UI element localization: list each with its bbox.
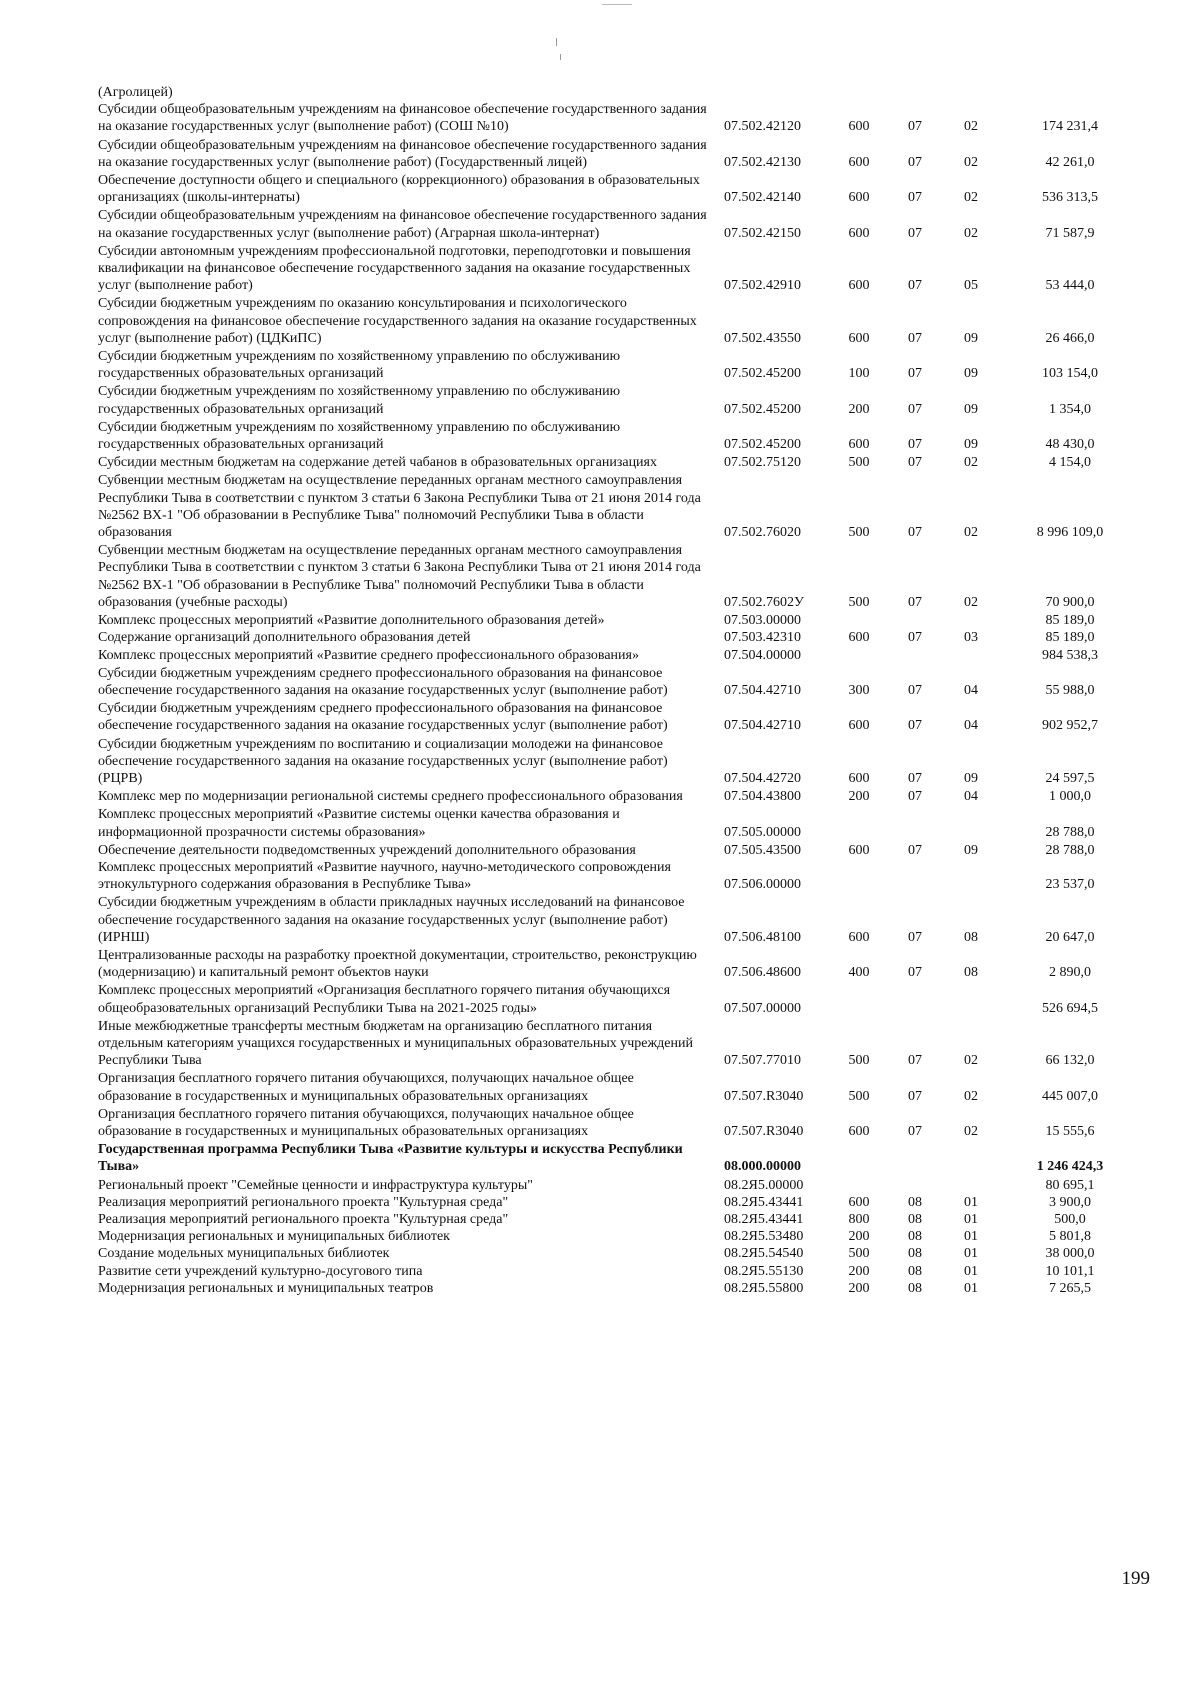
- row-pr: 02: [964, 225, 978, 241]
- row-vr: 600: [848, 630, 870, 646]
- row-code: 07.502.42120: [724, 119, 801, 135]
- row-code: 07.507.77010: [724, 1053, 801, 1069]
- row-vr: 300: [848, 682, 870, 698]
- row-pr: 08: [964, 929, 978, 945]
- row-name: Модернизация региональных и муниципальных библиотек: [98, 1229, 450, 1245]
- table-row: [98, 629, 1138, 646]
- row-name: Субсидии бюджетным учреждениям среднего профессионального образования на финансовое обеспечение государственного задания на оказание государственных услуг (выполнение работ): [98, 701, 668, 734]
- row-rz: 07: [908, 1088, 922, 1104]
- row-name: Модернизация региональных и муниципальных театров: [98, 1280, 434, 1296]
- row-vr: 600: [848, 718, 870, 734]
- row-vr: 600: [848, 154, 870, 170]
- row-code: 07.503.00000: [724, 613, 801, 629]
- table-row: [98, 612, 1138, 629]
- row-code: 07.504.43800: [724, 789, 801, 805]
- row-rz: 07: [908, 770, 922, 786]
- row-amount: 53 444,0: [1045, 278, 1095, 294]
- table-row: [98, 1263, 1138, 1280]
- table-row: [98, 1194, 1138, 1211]
- scan-mark: [560, 54, 561, 60]
- row-amount: 984 538,3: [1042, 647, 1098, 663]
- row-amount: 500,0: [1054, 1212, 1086, 1227]
- row-vr: 600: [848, 330, 870, 346]
- row-vr: 200: [848, 1280, 870, 1296]
- row-name: Развитие сети учреждений культурно-досугового типа: [98, 1263, 423, 1279]
- row-code: 07.504.00000: [724, 647, 801, 663]
- row-amount: 174 231,4: [1042, 119, 1098, 135]
- table-row: [98, 1280, 1138, 1297]
- row-rz: 07: [908, 437, 922, 453]
- row-name: Субсидии бюджетным учреждениям в области прикладных научных исследований на финансовое обеспечение государственного задания на оказание государственных услуг (выполнение работ) (ИРНШ): [98, 895, 685, 945]
- row-rz: 07: [908, 718, 922, 734]
- row-pr: 01: [964, 1194, 978, 1210]
- row-vr: 200: [848, 401, 870, 417]
- row-vr: 600: [848, 842, 870, 858]
- row-pr: 01: [964, 1229, 978, 1245]
- table-row: [98, 665, 1138, 699]
- row-rz: 07: [908, 455, 922, 471]
- row-name: Обеспечение деятельности подведомственных учреждений дополнительного образования: [98, 842, 636, 858]
- row-amount: 5 801,8: [1049, 1229, 1091, 1245]
- row-pr: 04: [964, 682, 978, 698]
- row-rz: 07: [908, 789, 922, 805]
- row-amount: 42 261,0: [1045, 154, 1095, 170]
- row-amount: 80 695,1: [1045, 1177, 1095, 1193]
- row-code: 07.506.48600: [724, 965, 801, 981]
- row-pr: 08: [964, 965, 978, 981]
- row-vr: 500: [848, 1053, 870, 1069]
- row-vr: 600: [848, 190, 870, 206]
- row-amount: 3 900,0: [1049, 1194, 1091, 1210]
- row-amount: 48 430,0: [1045, 437, 1095, 453]
- table-row: [98, 700, 1138, 734]
- row-amount: 20 647,0: [1045, 929, 1095, 945]
- table-row: [98, 137, 1138, 171]
- row-vr: 800: [848, 1212, 870, 1227]
- row-name: (Агролицей): [98, 85, 173, 100]
- table-row: [98, 806, 1138, 840]
- row-name: Субсидии автономным учреждениям профессиональной подготовки, переподготовки и повышения квалификации на финансовое обеспечение государственного задания на оказание государственных услуг (выполнение работ): [98, 243, 691, 294]
- row-amount: 85 189,0: [1045, 630, 1095, 646]
- row-code: 07.502.45200: [724, 366, 801, 382]
- row-code: 08.2Я5.43441: [724, 1194, 804, 1210]
- row-rz: 07: [908, 330, 922, 346]
- table-row: [98, 383, 1138, 417]
- scan-mark: [556, 38, 557, 46]
- row-name: Централизованные расходы на разработку проектной документации, строительство, реконструкцию (модернизацию) и капитальный ремонт объектов науки: [98, 947, 697, 981]
- row-name: Субсидии местным бюджетам на содержание детей чабанов в образовательных организациях: [98, 455, 657, 471]
- row-code: 07.502.42150: [724, 225, 801, 241]
- row-pr: 02: [964, 1053, 978, 1069]
- table-row: [98, 1228, 1138, 1245]
- row-code: 07.502.45200: [724, 437, 801, 453]
- row-name: Субвенции местным бюджетам на осуществление переданных органам местного самоуправления Республики Тыва в соответствии с пунктом 3 статьи 6 Закона Республики Тыва от 21 июня 2014 года №2562 ВХ-1 "Об образовании в Республике Тыва" полномочий Республики Тыва в области образования (учебные расходы): [98, 543, 701, 610]
- row-vr: 600: [848, 929, 870, 945]
- row-pr: 09: [964, 401, 978, 417]
- row-amount: 85 189,0: [1045, 613, 1095, 629]
- row-amount: 15 555,6: [1045, 1123, 1095, 1139]
- row-name: Субсидии бюджетным учреждениям по хозяйственному управлению по обслуживанию государственных образовательных организаций: [98, 419, 621, 453]
- row-name: Реализация мероприятий регионального проекта "Культурная среда": [98, 1212, 509, 1227]
- row-pr: 09: [964, 437, 978, 453]
- row-rz: 07: [908, 1053, 922, 1069]
- row-name: Обеспечение доступности общего и специального (коррекционного) образования в образовательных организациях (школы-интернаты): [98, 173, 700, 206]
- table-row: [98, 84, 1138, 101]
- row-pr: 04: [964, 718, 978, 734]
- row-code: 07.502.76020: [724, 525, 801, 541]
- row-code: 07.504.42720: [724, 770, 801, 786]
- row-vr: 500: [848, 594, 870, 610]
- row-pr: 01: [964, 1246, 978, 1262]
- row-code: 07.502.45200: [724, 401, 801, 417]
- table-row: [98, 982, 1138, 1016]
- row-vr: 600: [848, 770, 870, 786]
- row-pr: 02: [964, 1123, 978, 1139]
- row-rz: 07: [908, 366, 922, 382]
- scan-mark: [602, 4, 632, 5]
- row-name: Комплекс процессных мероприятий «Организация бесплатного горячего питания обучающихся общеобразовательных организаций Республики Тыва на 2021-2025 годы»: [98, 983, 671, 1016]
- row-name: Субсидии бюджетным учреждениям по хозяйственному управлению по обслуживанию государственных образовательных организаций: [98, 384, 621, 417]
- row-rz: 07: [908, 842, 922, 858]
- row-rz: 07: [908, 401, 922, 417]
- table-row: [98, 419, 1138, 453]
- row-pr: 02: [964, 525, 978, 541]
- row-name: Комплекс процессных мероприятий «Развитие среднего профессионального образования»: [98, 647, 639, 663]
- row-code: 07.507.R3040: [724, 1123, 804, 1139]
- row-name: Субвенции местным бюджетам на осуществление переданных органам местного самоуправления Республики Тыва в соответствии с пунктом 3 статьи 6 Закона Республики Тыва от 21 июня 2014 года №2562 ВХ-1 "Об образовании в Республике Тыва" полномочий Республики Тыва в области образования: [98, 473, 701, 541]
- row-vr: 500: [848, 525, 870, 541]
- table-row: [98, 647, 1138, 664]
- row-name: Создание модельных муниципальных библиотек: [98, 1246, 390, 1262]
- row-rz: 07: [908, 154, 922, 170]
- row-vr: 500: [848, 1246, 870, 1262]
- row-rz: 07: [908, 225, 922, 241]
- table-row: [98, 1018, 1138, 1070]
- table-row: [98, 101, 1138, 135]
- row-code: 07.502.42910: [724, 278, 801, 294]
- row-name: Государственная программа Республики Тыва «Развитие культуры и искусства Республики Тыва»: [98, 1142, 683, 1175]
- row-rz: 07: [908, 682, 922, 698]
- row-pr: 09: [964, 366, 978, 382]
- row-pr: 02: [964, 190, 978, 206]
- row-amount: 103 154,0: [1042, 366, 1098, 382]
- row-name: Субсидии бюджетным учреждениям среднего профессионального образования на финансовое обеспечение государственного задания на оказание государственных услуг (выполнение работ): [98, 665, 668, 698]
- row-amount: 26 466,0: [1045, 330, 1095, 346]
- row-name: Комплекс мер по модернизации региональной системы среднего профессионального образования: [98, 789, 683, 805]
- row-pr: 02: [964, 594, 978, 610]
- row-amount: 38 000,0: [1045, 1246, 1095, 1262]
- row-name: Субсидии общеобразовательным учреждениям на финансовое обеспечение государственного задания на оказание государственных услуг (выполнение работ) (Аграрная школа-интернат): [98, 208, 707, 241]
- row-pr: 01: [964, 1280, 978, 1296]
- row-rz: 07: [908, 929, 922, 945]
- row-rz: 07: [908, 119, 922, 135]
- row-name: Иные межбюджетные трансферты местным бюджетам на организацию бесплатного питания отдельным категориям учащихся государственных и муниципальных образовательных учреждений Республики Тыва: [98, 1018, 693, 1069]
- row-rz: 08: [908, 1263, 922, 1279]
- table-row: [98, 1070, 1138, 1104]
- row-vr: 200: [848, 1229, 870, 1245]
- row-code: 07.507.00000: [724, 1000, 801, 1016]
- row-vr: 400: [848, 965, 870, 981]
- row-amount: 10 101,1: [1045, 1263, 1095, 1279]
- row-name: Субсидии общеобразовательным учреждениям на финансовое обеспечение государственного задания на оказание государственных услуг (выполнение работ) (СОШ №10): [98, 102, 707, 135]
- row-rz: 08: [908, 1280, 922, 1296]
- row-pr: 02: [964, 154, 978, 170]
- row-pr: 02: [964, 1088, 978, 1104]
- row-vr: 600: [848, 1194, 870, 1210]
- table-row: [98, 295, 1138, 347]
- row-code: 08.2Я5.55800: [724, 1280, 804, 1296]
- row-pr: 03: [964, 630, 978, 646]
- row-code: 07.506.00000: [724, 877, 801, 893]
- table-row: [98, 859, 1138, 893]
- row-name: Организация бесплатного горячего питания обучающихся, получающих начальное общее образование в государственных и муниципальных образовательных организациях: [98, 1071, 634, 1104]
- row-name: Содержание организаций дополнительного образования детей: [98, 630, 471, 646]
- row-amount: 902 952,7: [1042, 718, 1098, 734]
- table-row: [98, 736, 1138, 788]
- row-code: 07.502.43550: [724, 330, 801, 346]
- row-code: 07.502.7602У: [724, 594, 804, 610]
- row-code: 08.2Я5.54540: [724, 1246, 804, 1262]
- row-amount: 28 788,0: [1045, 824, 1095, 840]
- row-code: 07.503.42310: [724, 630, 801, 646]
- row-name: Субсидии бюджетным учреждениям по воспитанию и социализации молодежи на финансовое обеспечение государственного задания на оказание государственных услуг (выполнение работ) (РЦРВ): [98, 736, 668, 786]
- row-pr: 02: [964, 455, 978, 471]
- row-amount: 7 265,5: [1049, 1280, 1091, 1296]
- row-rz: 08: [908, 1194, 922, 1210]
- row-amount: 28 788,0: [1045, 842, 1095, 858]
- page-number: 199: [1121, 1568, 1150, 1589]
- row-code: 08.2Я5.53480: [724, 1229, 804, 1245]
- budget-table: [98, 84, 1138, 1297]
- row-rz: 07: [908, 594, 922, 610]
- row-rz: 07: [908, 1123, 922, 1139]
- row-vr: 200: [848, 789, 870, 805]
- row-rz: 08: [908, 1212, 922, 1227]
- row-vr: 500: [848, 455, 870, 471]
- row-vr: 600: [848, 1123, 870, 1139]
- row-amount: 66 132,0: [1045, 1053, 1095, 1069]
- row-code: 07.504.42710: [724, 682, 801, 698]
- table-row: [98, 1245, 1138, 1262]
- row-amount: 71 587,9: [1045, 225, 1095, 241]
- row-vr: 600: [848, 119, 870, 135]
- row-amount: 526 694,5: [1042, 1000, 1098, 1016]
- row-amount: 24 597,5: [1045, 770, 1095, 786]
- row-amount: 1 246 424,3: [1036, 1159, 1104, 1175]
- table-row: [98, 207, 1138, 241]
- row-code: 07.505.00000: [724, 824, 801, 840]
- row-rz: 07: [908, 525, 922, 541]
- row-pr: 01: [964, 1212, 978, 1227]
- row-code: 07.505.43500: [724, 842, 801, 858]
- table-row: [98, 1141, 1138, 1175]
- row-rz: 07: [908, 965, 922, 981]
- row-code: 08.000.00000: [724, 1159, 801, 1175]
- row-name: Региональный проект "Семейные ценности и инфраструктура культуры": [98, 1177, 533, 1193]
- row-pr: 05: [964, 278, 978, 294]
- row-code: 07.507.R3040: [724, 1088, 804, 1104]
- row-amount: 70 900,0: [1045, 594, 1095, 610]
- row-amount: 445 007,0: [1042, 1088, 1098, 1104]
- row-rz: 07: [908, 630, 922, 646]
- table-row: [98, 1177, 1138, 1194]
- table-row: [98, 947, 1138, 981]
- table-row: [98, 1106, 1138, 1140]
- row-amount: 4 154,0: [1049, 455, 1091, 471]
- table-row: [98, 894, 1138, 946]
- table-row: [98, 243, 1138, 295]
- row-code: 07.502.42140: [724, 190, 801, 206]
- row-amount: 23 537,0: [1045, 877, 1095, 893]
- row-vr: 100: [848, 366, 870, 382]
- row-amount: 2 890,0: [1049, 965, 1091, 981]
- row-amount: 8 996 109,0: [1036, 525, 1104, 541]
- row-pr: 02: [964, 119, 978, 135]
- row-amount: 55 988,0: [1045, 682, 1095, 698]
- row-name: Организация бесплатного горячего питания обучающихся, получающих начальное общее образование в государственных и муниципальных образовательных организациях: [98, 1106, 634, 1139]
- row-rz: 08: [908, 1229, 922, 1245]
- row-name: Комплекс процессных мероприятий «Развитие научного, научно-методического сопровождения этнокультурного содержания образования в Республике Тыва»: [98, 859, 671, 893]
- row-vr: 500: [848, 1088, 870, 1104]
- row-vr: 600: [848, 437, 870, 453]
- row-name: Субсидии бюджетным учреждениям по хозяйственному управлению по обслуживанию государственных образовательных организаций: [98, 349, 621, 382]
- row-amount: 1 354,0: [1049, 401, 1091, 417]
- row-pr: 09: [964, 842, 978, 858]
- row-code: 07.502.75120: [724, 455, 801, 471]
- table-row: [98, 788, 1138, 805]
- row-pr: 04: [964, 789, 978, 805]
- row-name: Субсидии общеобразовательным учреждениям на финансовое обеспечение государственного задания на оказание государственных услуг (выполнение работ) (Государственный лицей): [98, 137, 707, 170]
- row-code: 07.506.48100: [724, 929, 801, 945]
- row-amount: 1 000,0: [1049, 789, 1091, 805]
- row-name: Реализация мероприятий регионального проекта "Культурная среда": [98, 1194, 509, 1210]
- row-vr: 200: [848, 1263, 870, 1279]
- row-pr: 09: [964, 770, 978, 786]
- row-name: Субсидии бюджетным учреждениям по оказанию консультирования и психологического сопровождения на финансовое обеспечение государственного задания на оказание государственных услуг (выполнение работ) (ЦДКиПС): [98, 296, 697, 346]
- row-code: 08.2Я5.00000: [724, 1177, 804, 1193]
- row-code: 07.504.42710: [724, 718, 801, 734]
- row-amount: 536 313,5: [1042, 190, 1098, 206]
- table-row: [98, 348, 1138, 382]
- row-pr: 01: [964, 1263, 978, 1279]
- row-rz: 07: [908, 278, 922, 294]
- row-vr: 600: [848, 225, 870, 241]
- row-rz: 08: [908, 1246, 922, 1262]
- row-name: Комплекс процессных мероприятий «Развитие дополнительного образования детей»: [98, 613, 605, 629]
- table-row: [98, 542, 1138, 611]
- row-pr: 09: [964, 330, 978, 346]
- table-row: [98, 172, 1138, 206]
- table-row: [98, 454, 1138, 471]
- row-rz: 07: [908, 190, 922, 206]
- table-row: [98, 472, 1138, 541]
- row-code: 07.502.42130: [724, 154, 801, 170]
- row-name: Комплекс процессных мероприятий «Развитие системы оценки качества образования и информационной прозрачности системы образования»: [98, 807, 620, 840]
- table-row: [98, 842, 1138, 859]
- row-code: 08.2Я5.55130: [724, 1263, 804, 1279]
- row-code: 08.2Я5.43441: [724, 1212, 804, 1227]
- table-row: [98, 1211, 1138, 1228]
- row-vr: 600: [848, 278, 870, 294]
